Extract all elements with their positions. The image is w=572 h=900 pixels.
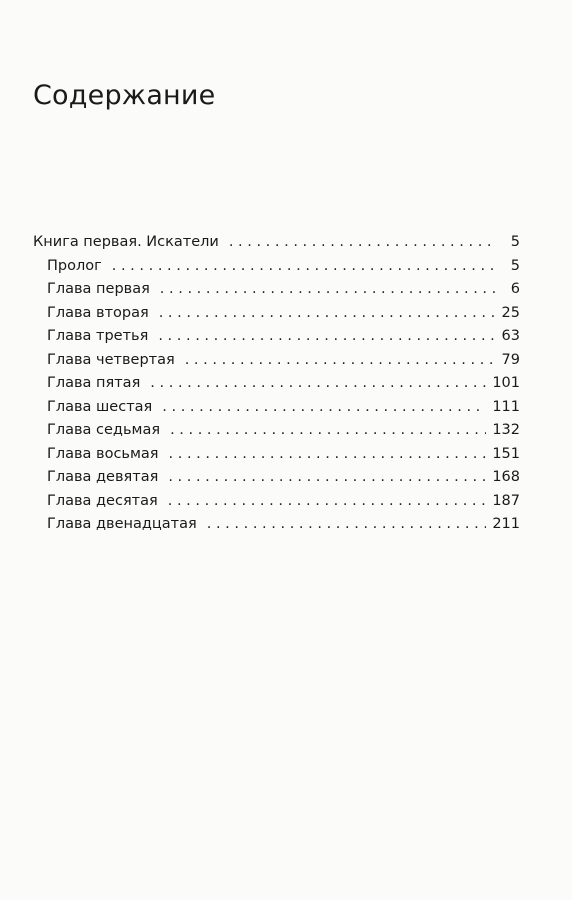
toc-page-number: 111 [492,398,520,415]
toc-entry-label: Глава десятая [47,492,158,509]
toc-page-number: 6 [510,281,520,297]
toc-page-number: 132 [492,422,520,438]
toc-entry-label: Глава восьмая [47,445,159,462]
dot-leader [159,303,496,323]
toc-entry-label: Пролог [47,257,102,274]
toc-entry-label: Глава двенадцатая [47,516,197,532]
toc-entry-label: Глава третья [47,328,149,344]
dot-leader [160,279,496,299]
toc-page-number: 25 [501,304,520,321]
toc-entry-chapter-9[interactable] [33,467,520,491]
toc-entry-chapter-4[interactable] [33,350,520,374]
dot-leader [168,467,486,487]
toc-entry-chapter-2[interactable] [33,303,520,327]
toc-entry-label: Глава седьмая [47,422,161,438]
toc-page-number: 5 [510,234,520,250]
toc-entry-chapter-3[interactable] [33,326,520,350]
dot-leader [169,444,487,464]
dot-leader [112,256,496,276]
toc-page-number: 151 [492,445,520,462]
toc-entry-label: Книга первая. Искатели [33,234,219,250]
toc-page-number: 187 [492,492,520,509]
toc-page-number: 101 [492,375,520,391]
dot-leader [185,350,496,370]
toc-page-number: 211 [492,516,520,532]
page-title: Содержание [33,80,216,111]
toc-entry-label: Глава девятая [47,469,159,485]
toc-entry-book-one[interactable] [33,232,520,256]
toc-page-number: 5 [510,257,520,274]
dot-leader [229,232,496,252]
dot-leader [207,514,487,534]
toc-entry-chapter-1[interactable] [33,279,520,303]
dot-leader [150,373,486,393]
toc-page-number: 79 [501,351,520,368]
dot-leader [170,420,486,440]
toc-entry-chapter-5[interactable] [33,373,520,397]
toc-entry-chapter-6[interactable] [33,397,520,421]
dot-leader [158,326,495,346]
toc-page-number: 63 [501,328,520,344]
toc-entry-chapter-10[interactable] [33,491,520,515]
toc-entry-chapter-12[interactable] [33,514,520,538]
toc-entry-chapter-8[interactable] [33,444,520,468]
dot-leader [168,491,487,511]
toc-entry-label: Глава пятая [47,375,141,391]
table-of-contents [33,232,520,538]
toc-entry-chapter-7[interactable] [33,420,520,444]
toc-page-number: 168 [492,469,520,485]
toc-entry-label: Глава четвертая [47,351,175,368]
dot-leader [162,397,486,417]
toc-entry-prologue[interactable] [33,256,520,280]
toc-entry-label: Глава первая [47,281,150,297]
toc-entry-label: Глава вторая [47,304,149,321]
toc-entry-label: Глава шестая [47,398,153,415]
